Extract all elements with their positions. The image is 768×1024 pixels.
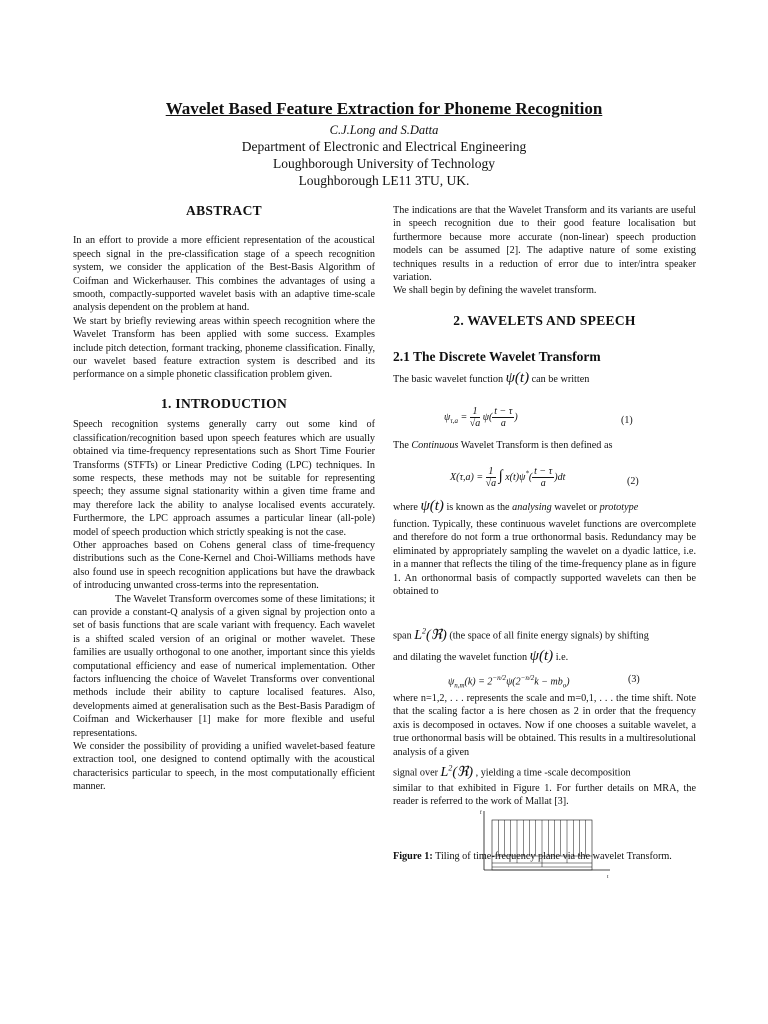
equation-2: X(τ,a) = $\frac{1}{√a}$ ∫ x(t)ψ*( $\frac{t - \tau}{a}$ )dt (450, 466, 566, 489)
equation-1: $\psi_{\tau,a}$ = $\frac{1}{√a}$ ψ( $\frac{t - \tau}{a}$ ) (444, 406, 518, 429)
intro-paragraph-3: The Wavelet Transform overcomes some of these limitations; it can provide a constant-Q analysis of a given signal by projection onto a set of basis functions that are scale variant with frequency. Each wavelet is a shifted scaled version of an original or mother wavelet. These families are usually orthogonal to one another, important since this yields computational efficiency and ease of numerical implementation. Other factors influencing the choice of Wavelet Transforms over conventional methods include their ability to capture localised features. Also, developments aimed at generalisation such as the Best-Basis Paradigm of Coifman and Wickerhauser [1] make for more flexible and useful representations. (73, 593, 375, 739)
equation-3-number: (3) (628, 674, 640, 685)
span-line: span $L^2(ℜ)$ (the space of all finite energy signals) by shifting (393, 626, 649, 643)
intro-paragraph-1: Speech recognition systems generally carry out some kind of classification/recognition based upon speech features which are usually obtained via time-frequency representations such as Short Time Fourier Transforms (STFTs) or Linear Predictive Coding (LPC) techniques. In some respects, these methods may not be suitable for representing speech; they assume signal stationarity within a given time frame and may therefore lack the ability to analyse localised events accurately. Furthermore, the LPC approach assumes a particular linear (all-pole) model of speech production which strictly speaking is not the case. (73, 419, 375, 538)
f-axis-label: f (480, 811, 482, 816)
t-axis-label: t (607, 875, 609, 878)
left-column (73, 204, 375, 794)
intro-paragraph-2: Other approaches based on Cohens general class of time-frequency distributions such as the Cone-Kernel and Choi-Williams methods have also found use in speech recognition applications but have the drawback of introducing unwanted cross-terms into the representation. (73, 539, 375, 592)
right-column (393, 204, 696, 298)
continuous-line: The Continuous Wavelet Transform is then defined as (393, 440, 613, 451)
intro-paragraph-4: We consider the possibility of providing a unified wavelet-based feature extraction tool, one designed to contend optimally with the acoustical characterisics particular to speech, in the most computationally efficient manner. (73, 741, 375, 793)
affiliation-line-2: Loughborough University of Technology (273, 156, 495, 171)
figure-1-caption: Figure 1: Tiling of time-frequency plane via the wavelet Transform. (393, 851, 672, 862)
authors: C.J.Long and S.Datta (329, 123, 439, 137)
abstract-paragraph-1: In an effort to provide a more efficient representation of the acoustical speech signal in the pre-classification stage of a speech recognition system, we consider the application of the Best-Basis Algorithm of Coifman and Wickerhauser. This combines the advantages of using a smooth, compactly-supported wavelet basis with an adaptive time-scale analysis dependent on the problem at hand. (73, 235, 375, 314)
where-line: where ψ(t) is known as the analysing wavelet or prototype (393, 498, 639, 514)
right-paragraph-3: function. Typically, these continuous wavelet functions are overcomplete and therefore do not form a true orthonormal basis. Redundancy may be eliminated by appropriately sampling the wavelet on a dyadic lattice, i.e. in a manner that reflects the tiling of the time-frequency plane as in figure 1. An orthonormal basis of compactly supported wavelets can then be obtained to (393, 519, 696, 598)
psi-symbol: ψ(t) (505, 370, 530, 386)
paper-title: Wavelet Based Feature Extraction for Phoneme Recognition (165, 99, 603, 118)
equation-1-number: (1) (621, 415, 633, 426)
right-paragraph-5: similar to that exhibited in Figure 1. For further details on MRA, the reader is referred to the work of Mallat [3]. (393, 783, 696, 808)
subsection-2-1-heading: 2.1 The Discrete Wavelet Transform (393, 349, 601, 364)
affiliation-line-3: Loughborough LE11 3TU, UK. (298, 173, 470, 188)
figure-1-tiling-diagram (480, 808, 616, 878)
section-2-heading: 2. WAVELETS AND SPEECH (453, 313, 636, 328)
right-paragraph-1: The indications are that the Wavelet Transform and its variants are useful in speech recognition due to their good feature localisation but furthermore because more accurate (non-linear) speech production models can be assumed [2]. The adaptive nature of some existing techniques results in a reduction of error due to inter/intra speaker variation. (393, 205, 696, 284)
equation-3: $\psi_{n,m}(k) = 2^{-n/2}\psi(2^{-n/2}k - mb_o)$ (448, 674, 570, 690)
right-paragraph-4: where n=1,2, . . . represents the scale and m=0,1, . . . the time shift. Note that the scaling factor a is here chosen as 2 in order that the frequency axis is decomposed in octaves. Now if one chooses a suitable wavelet, a true orthonormal basis will be obtained. This results in a multiresolutional analysis of a given (393, 693, 696, 758)
introduction-heading: 1. INTRODUCTION (160, 395, 287, 411)
signal-line: signal over $L^2(ℜ)$ , yielding a time -scale decomposition (393, 763, 631, 780)
right-paragraph-2: We shall begin by defining the wavelet transform. (393, 285, 597, 297)
dilate-line: and dilating the wavelet function ψ(t) i.e. (393, 648, 569, 664)
equation-2-number: (2) (627, 476, 639, 487)
abstract-heading: ABSTRACT (186, 203, 262, 218)
abstract-paragraph-2: We start by briefly reviewing areas within speech recognition where the Wavelet Transform has been applied with some success. Examples include pitch detection, formant tracking, phoneme classification. Finally, our wavelet based feature extraction system is described and its performance on a simple phonetic classification problem given. (73, 315, 375, 381)
affiliation-line-1: Department of Electronic and Electrical Engineering (241, 139, 527, 154)
basic-wavelet-line: The basic wavelet function ψ(t) can be written (393, 370, 590, 386)
